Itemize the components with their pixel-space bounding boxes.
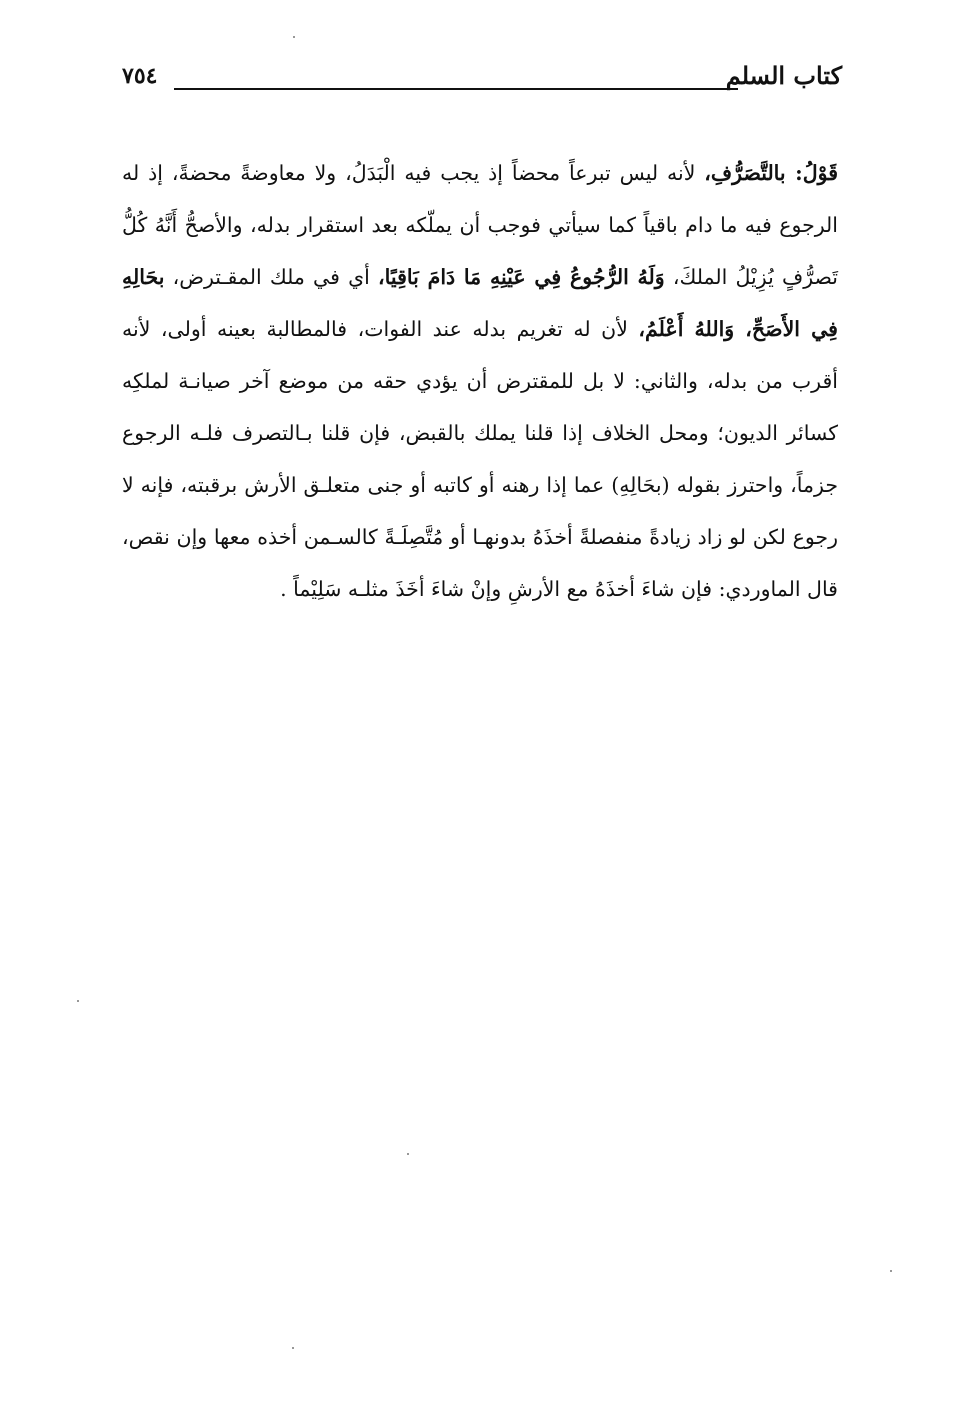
matn-phrase-2: وَلَهُ الرُّجُوعُ فِي عَيْنِهِ مَا دَامَ بَاقِيًا، (378, 264, 665, 289)
running-header (122, 60, 842, 100)
body-paragraph (122, 147, 838, 615)
page-number: ٧٥٤ (122, 63, 158, 89)
scan-speck (293, 36, 295, 38)
commentary-segment-2: أي في ملك المقـترض، (164, 264, 379, 289)
matn-phrase-3: بحَالِهِ فِي الأَصَحِّ، وَاللهُ أَعْلَمُ، (122, 264, 838, 341)
intro-phrase: قَوْلُ: بالتَّصَرُّفِ، (704, 160, 838, 185)
book-title: كتاب السلم (725, 61, 842, 90)
scan-speck (890, 1270, 892, 1272)
scan-speck (407, 1153, 409, 1155)
commentary-segment-3: لأن له تغريم بدله عند الفوات، فالمطالبة بعينه أولى، لأنه أقرب من بدله، والثاني: لا بل للمقترض أن يؤدي حقه من موضع آخر صيانـة لملكِه كسائر الديون؛ ومحل الخلاف إذا قلنا يملك بالقبض، فإن قلنا بـالتصرف فلـه الرجوع جزماً، واحترز بقوله (بحَالِهِ) عما إذا رهنه أو كاتبه أو جنى متعلـق الأرش برقبته، فإنه لا رجوع لكن لو زاد زيادةً منفصلةً أخذَهُ بدونهـا أو مُتَّصِلَـةً كالسـمن أخذه معها وإن نقص، قال الماوردي: فإن شاءَ أخذَهُ مع الأرشِ وإنْ شاءَ أخَذَ مثلـه سَلِيْماً . (122, 316, 838, 601)
scan-speck (77, 1000, 79, 1002)
scan-speck (292, 1347, 294, 1349)
header-rule (174, 88, 738, 90)
commentary-segment-1: لأنه ليس تبرعاً محضاً إذ يجب فيه الْبَدَلُ، ولا معاوضةً محضةً، إذ له الرجوع فيه ما دام باقياً كما سيأتي فوجب أن يملّكه بعد استقرار بدله، والأصحُّ أَنَّهُ كُلُّ تَصرُّفٍ يُزِيْلُ الملكَ، (122, 160, 838, 289)
